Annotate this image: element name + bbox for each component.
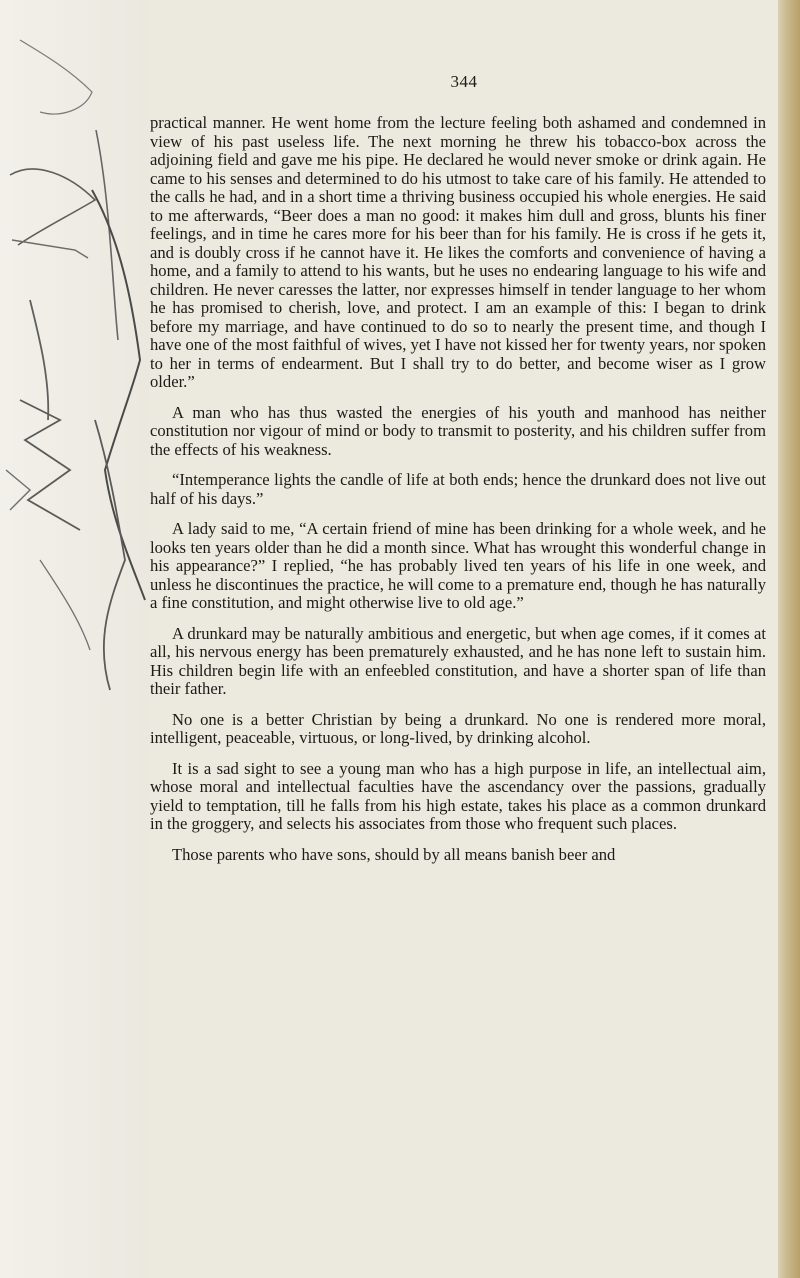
paragraph-4: A lady said to me, “A certain friend of mine has been drinking for a whole week, and he looks ten years older than he did a month since. What has wrought this wonderful change in his appearance?” I replied, “he has probably lived ten years of his life in one week, and unless he discontinues the practice, he will come to a premature end, though he has naturally a fine constitution, and might otherwise live to old age.” bbox=[150, 519, 766, 612]
left-margin bbox=[0, 0, 150, 1278]
paragraph-1: practical manner. He went home from the lecture feeling both ashamed and condemned in view of his past useless life. The next morning he threw his tobacco-box across the adjoining field and gave me his pipe. He declared he would never smoke or drink again. He came to his senses and determined to do his utmost to take care of his family. He attended to the calls he had, and in a short time a thriving business occupied his whole energies. He said to me afterwards, “Beer does a man no good: it makes him dull and gross, blunts his finer feelings, and in time he cares more for his beer than for his family. He is cross if he gets it, and is doubly cross if he cannot have it. He likes the comforts and convenience of having a home, and a family to attend to his wants, but he uses no endearing language to his wife and children. He never caresses the latter, nor expresses himself in tender language to her whom he has promised to cherish, love, and protect. I am an example of this: I began to drink before my marriage, and have continued to do so to nearly the present time, and though I have one of the most faithful of wives, yet I have not kissed her for twenty years, nor spoken to her in terms of endearment. But I shall try to do better, and become wiser as I grow older.” bbox=[150, 113, 766, 391]
paragraph-6: No one is a better Christian by being a drunkard. No one is rendered more moral, intelligent, peaceable, virtuous, or long-lived, by drinking alcohol. bbox=[150, 709, 766, 747]
body-text bbox=[150, 114, 766, 876]
page-number: 344 bbox=[450, 72, 478, 91]
paragraph-3: “Intemperance lights the candle of life at both ends; hence the drunkard does not live out half of his days.” bbox=[150, 470, 766, 508]
book-page bbox=[150, 0, 778, 1278]
paragraph-2: A man who has thus wasted the energies of his youth and manhood has neither constitution nor vigour of mind or body to transmit to posterity, and his children suffer from the effects of his weakness. bbox=[150, 402, 766, 459]
page-edge-shadow bbox=[778, 0, 800, 1278]
paragraph-8: Those parents who have sons, should by all means banish beer and bbox=[172, 844, 616, 864]
paragraph-7: It is a sad sight to see a young man who has a high purpose in life, an intellectual aim, whose moral and intellectual faculties have the ascendancy over the passions, gradually yield to temptation, till he falls from his high estate, takes his place as a common drunkard in the groggery, and selects his associates from those who frequent such places. bbox=[150, 758, 766, 833]
pencil-marks-illustration bbox=[0, 0, 150, 720]
paragraph-5: A drunkard may be naturally ambitious and energetic, but when age comes, if it comes at all, his nervous energy has been prematurely exhausted, and he has none left to sustain him. His children begin life with an enfeebled constitution, and have a shorter span of life than their father. bbox=[150, 623, 766, 698]
